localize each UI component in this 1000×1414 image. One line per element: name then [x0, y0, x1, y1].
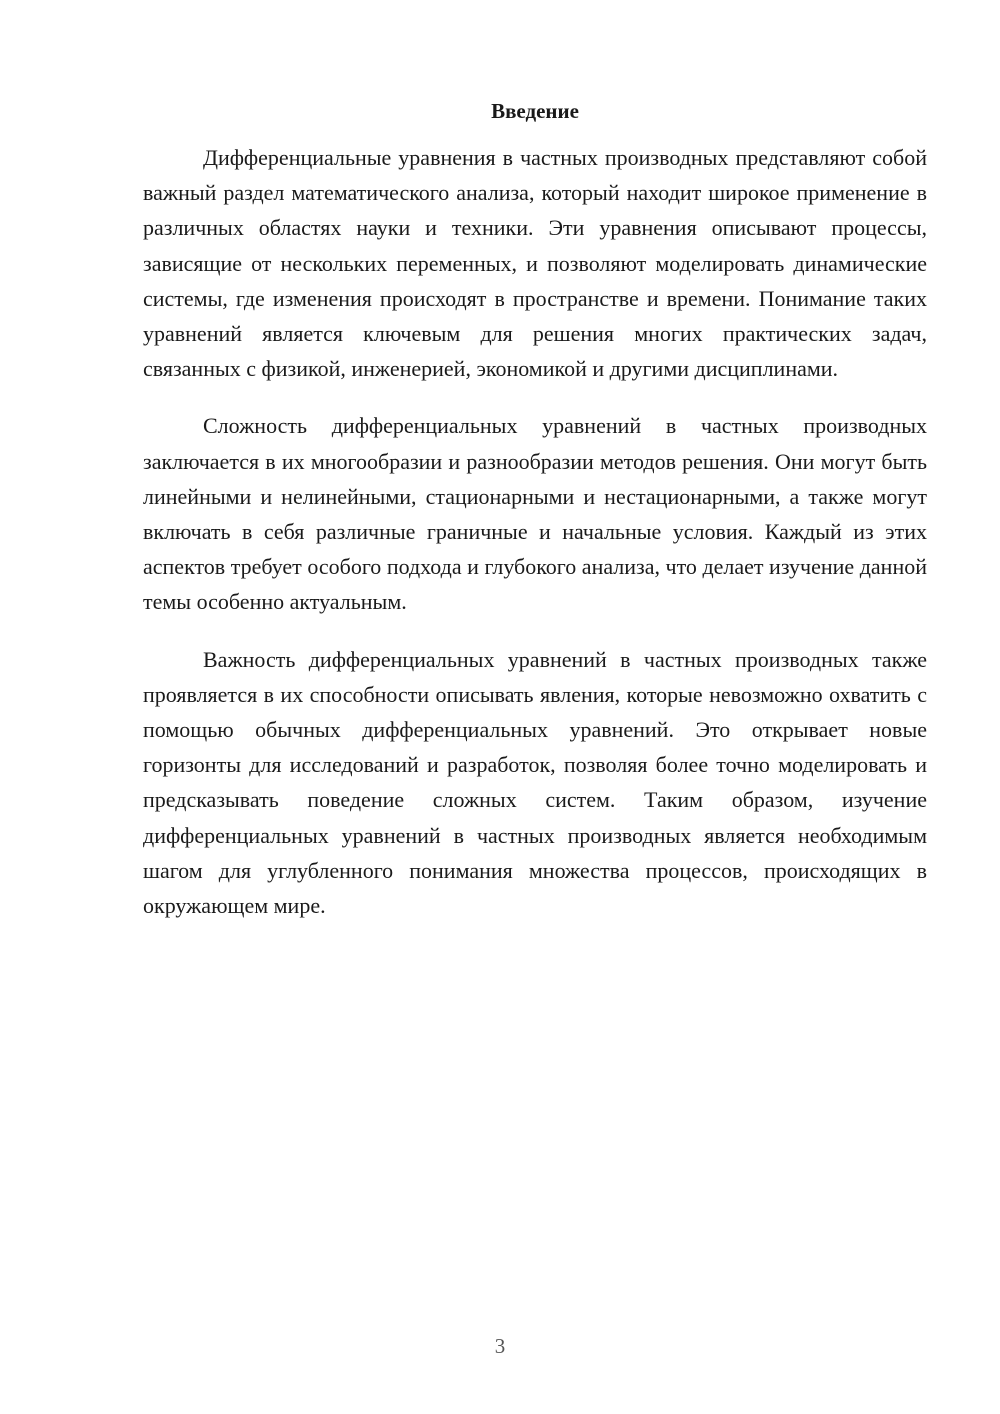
paragraph-1: Дифференциальные уравнения в частных производных представляют собой важный раздел математического анализа, который находит широкое применение в различных областях науки и техники. Эти уравнения описывают процессы, зависящие от нескольких переменных, и позволяют моделировать динамические системы, где изменения происходят в пространстве и времени. Понимание таких уравнений является ключевым для решения многих практических задач, связанных с физикой, инженерией, экономикой и другими дисциплинами.	[143, 145, 927, 382]
page-number: 3	[494, 1334, 506, 1358]
paragraph-2: Сложность дифференциальных уравнений в частных производных заключается в их многообразии и разнообразии методов решения. Они могут быть линейными и нелинейными, стационарными и нестационарными, а также могут включать в себя различные граничные и начальные условия. Каждый из этих аспектов требует особого подхода и глубокого анализа, что делает изучение данной темы особенно актуальным.	[143, 413, 927, 615]
paragraph-3: Важность дифференциальных уравнений в частных производных также проявляется в их способности описывать явления, которые невозможно охватить с помощью обычных дифференциальных уравнений. Это открывает новые горизонты для исследований и разработок, позволяя более точно моделировать и предсказывать поведение сложных систем. Таким образом, изучение дифференциальных уравнений в частных производных является необходимым шагом для углубленного понимания множества процессов, происходящих в окружающем мире.	[143, 646, 927, 919]
section-heading: Введение	[491, 99, 579, 123]
page-content	[143, 96, 927, 945]
